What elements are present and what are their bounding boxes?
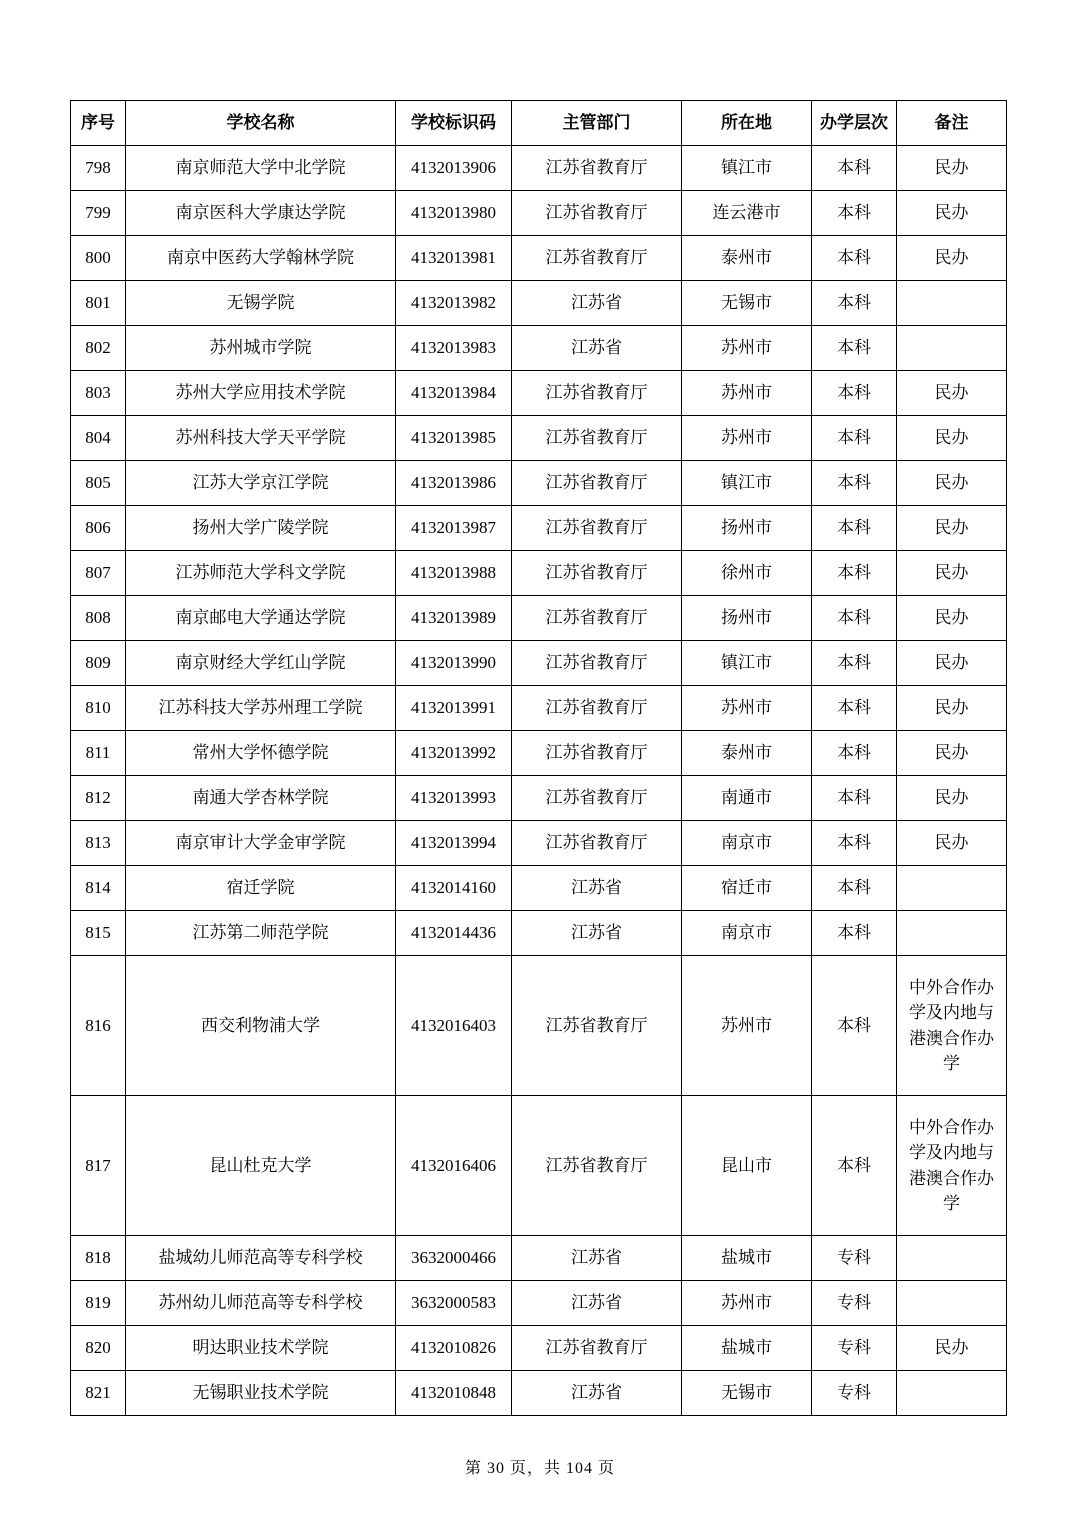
cell-no: 820 <box>71 1326 126 1371</box>
cell-code: 4132016406 <box>396 1096 512 1236</box>
cell-no: 803 <box>71 371 126 416</box>
cell-department: 江苏省 <box>512 866 682 911</box>
cell-name: 苏州大学应用技术学院 <box>126 371 396 416</box>
cell-no: 809 <box>71 641 126 686</box>
cell-name: 明达职业技术学院 <box>126 1326 396 1371</box>
cell-remark: 民办 <box>897 416 1007 461</box>
table-row <box>71 641 1007 686</box>
cell-code: 4132013991 <box>396 686 512 731</box>
cell-department: 江苏省教育厅 <box>512 776 682 821</box>
cell-no: 810 <box>71 686 126 731</box>
cell-level: 本科 <box>812 641 897 686</box>
cell-code: 4132014436 <box>396 911 512 956</box>
table-row <box>71 1371 1007 1416</box>
cell-remark: 中外合作办学及内地与港澳合作办学 <box>897 1096 1007 1236</box>
table-row <box>71 911 1007 956</box>
cell-code: 4132010848 <box>396 1371 512 1416</box>
cell-name: 盐城幼儿师范高等专科学校 <box>126 1236 396 1281</box>
institutions-table <box>70 100 1007 1416</box>
cell-remark: 民办 <box>897 551 1007 596</box>
cell-level: 本科 <box>812 866 897 911</box>
cell-no: 799 <box>71 191 126 236</box>
cell-department: 江苏省 <box>512 911 682 956</box>
cell-remark <box>897 281 1007 326</box>
column-header-no: 序号 <box>71 101 126 146</box>
cell-level: 本科 <box>812 551 897 596</box>
cell-location: 宿迁市 <box>682 866 812 911</box>
cell-remark: 民办 <box>897 596 1007 641</box>
cell-code: 4132013984 <box>396 371 512 416</box>
cell-no: 821 <box>71 1371 126 1416</box>
table-head <box>71 101 1007 146</box>
cell-department: 江苏省教育厅 <box>512 146 682 191</box>
page-number: 第 30 页，共 104 页 <box>464 1460 615 1477</box>
cell-level: 专科 <box>812 1371 897 1416</box>
cell-code: 4132013982 <box>396 281 512 326</box>
cell-department: 江苏省教育厅 <box>512 686 682 731</box>
cell-code: 4132013980 <box>396 191 512 236</box>
cell-no: 812 <box>71 776 126 821</box>
cell-location: 镇江市 <box>682 461 812 506</box>
cell-level: 本科 <box>812 371 897 416</box>
table-row <box>71 551 1007 596</box>
cell-code: 4132013981 <box>396 236 512 281</box>
cell-no: 813 <box>71 821 126 866</box>
cell-level: 本科 <box>812 506 897 551</box>
cell-location: 盐城市 <box>682 1326 812 1371</box>
table-row <box>71 686 1007 731</box>
cell-name: 江苏第二师范学院 <box>126 911 396 956</box>
cell-location: 扬州市 <box>682 596 812 641</box>
cell-location: 南通市 <box>682 776 812 821</box>
table-row <box>71 1281 1007 1326</box>
cell-location: 苏州市 <box>682 416 812 461</box>
cell-location: 苏州市 <box>682 686 812 731</box>
cell-department: 江苏省教育厅 <box>512 506 682 551</box>
cell-no: 818 <box>71 1236 126 1281</box>
cell-level: 本科 <box>812 461 897 506</box>
cell-name: 无锡职业技术学院 <box>126 1371 396 1416</box>
cell-level: 本科 <box>812 821 897 866</box>
table-row <box>71 146 1007 191</box>
table-row <box>71 821 1007 866</box>
cell-department: 江苏省教育厅 <box>512 956 682 1096</box>
cell-department: 江苏省教育厅 <box>512 236 682 281</box>
column-header-level: 办学层次 <box>812 101 897 146</box>
cell-location: 盐城市 <box>682 1236 812 1281</box>
cell-remark <box>897 1281 1007 1326</box>
cell-location: 南京市 <box>682 911 812 956</box>
cell-location: 苏州市 <box>682 956 812 1096</box>
table-row <box>71 596 1007 641</box>
cell-level: 本科 <box>812 731 897 776</box>
cell-location: 徐州市 <box>682 551 812 596</box>
cell-department: 江苏省教育厅 <box>512 191 682 236</box>
cell-no: 815 <box>71 911 126 956</box>
cell-remark: 民办 <box>897 146 1007 191</box>
table-row <box>71 866 1007 911</box>
cell-name: 无锡学院 <box>126 281 396 326</box>
cell-level: 专科 <box>812 1326 897 1371</box>
cell-no: 807 <box>71 551 126 596</box>
cell-location: 无锡市 <box>682 1371 812 1416</box>
cell-remark: 中外合作办学及内地与港澳合作办学 <box>897 956 1007 1096</box>
cell-remark: 民办 <box>897 641 1007 686</box>
cell-location: 苏州市 <box>682 326 812 371</box>
cell-name: 苏州城市学院 <box>126 326 396 371</box>
cell-no: 798 <box>71 146 126 191</box>
cell-no: 811 <box>71 731 126 776</box>
cell-name: 苏州幼儿师范高等专科学校 <box>126 1281 396 1326</box>
cell-level: 本科 <box>812 236 897 281</box>
table-row <box>71 731 1007 776</box>
cell-level: 本科 <box>812 1096 897 1236</box>
cell-name: 江苏科技大学苏州理工学院 <box>126 686 396 731</box>
cell-department: 江苏省教育厅 <box>512 1096 682 1236</box>
cell-no: 816 <box>71 956 126 1096</box>
cell-department: 江苏省教育厅 <box>512 821 682 866</box>
table-row <box>71 506 1007 551</box>
cell-level: 本科 <box>812 191 897 236</box>
cell-department: 江苏省教育厅 <box>512 731 682 776</box>
cell-department: 江苏省教育厅 <box>512 416 682 461</box>
cell-code: 4132013987 <box>396 506 512 551</box>
cell-location: 扬州市 <box>682 506 812 551</box>
cell-remark <box>897 911 1007 956</box>
table-row <box>71 461 1007 506</box>
cell-name: 昆山杜克大学 <box>126 1096 396 1236</box>
cell-department: 江苏省 <box>512 1281 682 1326</box>
cell-code: 3632000466 <box>396 1236 512 1281</box>
cell-no: 801 <box>71 281 126 326</box>
cell-department: 江苏省 <box>512 1371 682 1416</box>
cell-level: 本科 <box>812 416 897 461</box>
column-header-code: 学校标识码 <box>396 101 512 146</box>
table-row <box>71 236 1007 281</box>
cell-code: 3632000583 <box>396 1281 512 1326</box>
cell-level: 本科 <box>812 326 897 371</box>
cell-department: 江苏省教育厅 <box>512 641 682 686</box>
table-row <box>71 1236 1007 1281</box>
cell-name: 南京财经大学红山学院 <box>126 641 396 686</box>
cell-level: 本科 <box>812 596 897 641</box>
cell-name: 扬州大学广陵学院 <box>126 506 396 551</box>
cell-code: 4132013983 <box>396 326 512 371</box>
cell-remark: 民办 <box>897 461 1007 506</box>
cell-department: 江苏省教育厅 <box>512 551 682 596</box>
cell-code: 4132013992 <box>396 731 512 776</box>
cell-code: 4132010826 <box>396 1326 512 1371</box>
table-body <box>71 146 1007 1416</box>
cell-name: 南京邮电大学通达学院 <box>126 596 396 641</box>
cell-remark: 民办 <box>897 686 1007 731</box>
cell-location: 连云港市 <box>682 191 812 236</box>
cell-department: 江苏省教育厅 <box>512 371 682 416</box>
cell-location: 镇江市 <box>682 641 812 686</box>
cell-code: 4132013993 <box>396 776 512 821</box>
cell-code: 4132013906 <box>396 146 512 191</box>
cell-no: 800 <box>71 236 126 281</box>
cell-location: 泰州市 <box>682 731 812 776</box>
cell-code: 4132013994 <box>396 821 512 866</box>
cell-code: 4132013988 <box>396 551 512 596</box>
cell-level: 本科 <box>812 956 897 1096</box>
table-row <box>71 956 1007 1096</box>
cell-name: 宿迁学院 <box>126 866 396 911</box>
cell-location: 昆山市 <box>682 1096 812 1236</box>
cell-remark: 民办 <box>897 821 1007 866</box>
cell-department: 江苏省 <box>512 281 682 326</box>
cell-code: 4132014160 <box>396 866 512 911</box>
cell-remark: 民办 <box>897 191 1007 236</box>
cell-no: 814 <box>71 866 126 911</box>
column-header-remark: 备注 <box>897 101 1007 146</box>
cell-remark: 民办 <box>897 1326 1007 1371</box>
cell-department: 江苏省教育厅 <box>512 1326 682 1371</box>
cell-level: 本科 <box>812 686 897 731</box>
table-row <box>71 416 1007 461</box>
table-row <box>71 191 1007 236</box>
cell-name: 南京中医药大学翰林学院 <box>126 236 396 281</box>
cell-name: 南京师范大学中北学院 <box>126 146 396 191</box>
cell-no: 806 <box>71 506 126 551</box>
cell-level: 专科 <box>812 1236 897 1281</box>
cell-location: 苏州市 <box>682 1281 812 1326</box>
cell-name: 南通大学杏林学院 <box>126 776 396 821</box>
cell-no: 805 <box>71 461 126 506</box>
cell-department: 江苏省 <box>512 1236 682 1281</box>
table-row <box>71 1096 1007 1236</box>
column-header-department: 主管部门 <box>512 101 682 146</box>
table-row <box>71 1326 1007 1371</box>
cell-remark: 民办 <box>897 506 1007 551</box>
cell-name: 南京医科大学康达学院 <box>126 191 396 236</box>
cell-remark: 民办 <box>897 776 1007 821</box>
column-header-location: 所在地 <box>682 101 812 146</box>
table-row <box>71 281 1007 326</box>
cell-remark <box>897 866 1007 911</box>
cell-name: 江苏大学京江学院 <box>126 461 396 506</box>
cell-code: 4132013990 <box>396 641 512 686</box>
cell-location: 镇江市 <box>682 146 812 191</box>
cell-code: 4132013989 <box>396 596 512 641</box>
cell-remark: 民办 <box>897 236 1007 281</box>
column-header-name: 学校名称 <box>126 101 396 146</box>
cell-location: 泰州市 <box>682 236 812 281</box>
cell-remark <box>897 326 1007 371</box>
cell-remark <box>897 1236 1007 1281</box>
table-row <box>71 371 1007 416</box>
cell-code: 4132013985 <box>396 416 512 461</box>
cell-no: 802 <box>71 326 126 371</box>
cell-level: 本科 <box>812 776 897 821</box>
cell-level: 本科 <box>812 911 897 956</box>
cell-department: 江苏省教育厅 <box>512 596 682 641</box>
cell-department: 江苏省教育厅 <box>512 461 682 506</box>
cell-level: 专科 <box>812 1281 897 1326</box>
cell-no: 808 <box>71 596 126 641</box>
cell-code: 4132013986 <box>396 461 512 506</box>
cell-name: 南京审计大学金审学院 <box>126 821 396 866</box>
cell-name: 江苏师范大学科文学院 <box>126 551 396 596</box>
cell-remark <box>897 1371 1007 1416</box>
cell-department: 江苏省 <box>512 326 682 371</box>
cell-no: 819 <box>71 1281 126 1326</box>
cell-remark: 民办 <box>897 371 1007 416</box>
table-row <box>71 326 1007 371</box>
cell-no: 804 <box>71 416 126 461</box>
cell-name: 苏州科技大学天平学院 <box>126 416 396 461</box>
cell-name: 常州大学怀德学院 <box>126 731 396 776</box>
cell-name: 西交利物浦大学 <box>126 956 396 1096</box>
table-row <box>71 776 1007 821</box>
table-header-row <box>71 101 1007 146</box>
cell-remark: 民办 <box>897 731 1007 776</box>
cell-code: 4132016403 <box>396 956 512 1096</box>
cell-no: 817 <box>71 1096 126 1236</box>
cell-level: 本科 <box>812 146 897 191</box>
cell-location: 苏州市 <box>682 371 812 416</box>
cell-location: 无锡市 <box>682 281 812 326</box>
cell-location: 南京市 <box>682 821 812 866</box>
cell-level: 本科 <box>812 281 897 326</box>
